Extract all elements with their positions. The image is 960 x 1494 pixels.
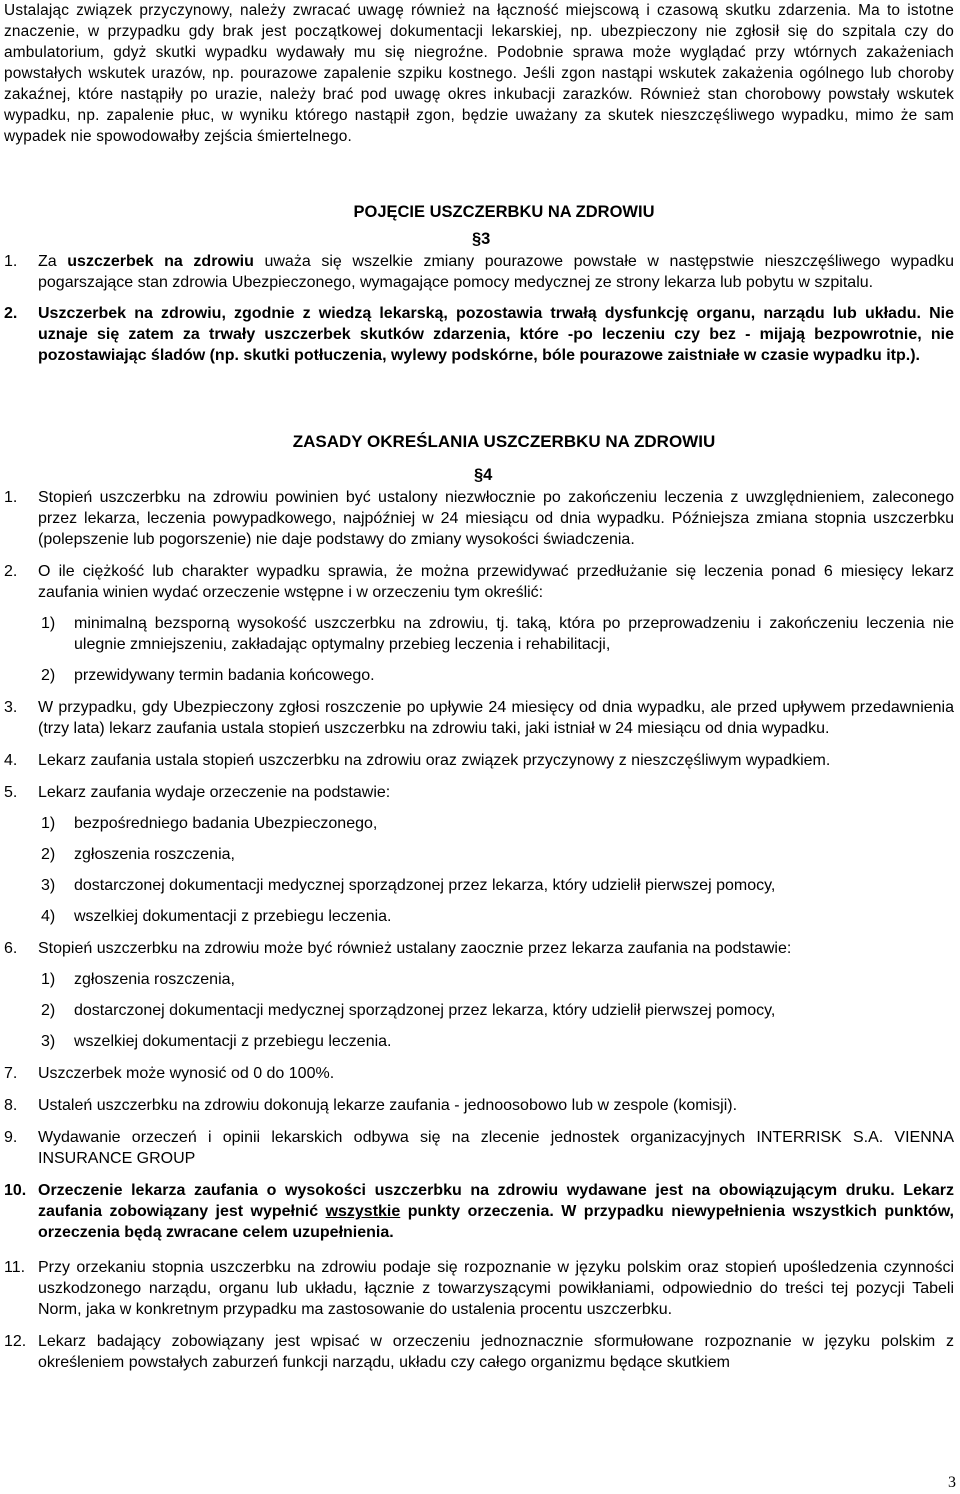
- sub-item-number: 2): [41, 667, 56, 684]
- list-item: [4, 1095, 954, 1116]
- item-text: Stopień uszczerbku na zdrowiu powinien być ustalony niezwłocznie po zakończeniu leczenia z uwzględnieniem, zaleconego przez lekarza, leczenia powypadkowego, najpóźniej w 24 miesiącu od dnia wypadku. Późniejsza zmiana stopnia uszczerbku (polepszenie lub pogorszenie) nie daje podstawy do zmiany wysokości świadczenia.: [38, 489, 954, 548]
- sub-list-item: [4, 844, 954, 865]
- sub-item-text: minimalną bezsporną wysokość uszczerbku na zdrowiu, tj. taką, która po przeprowadzeniu i zakończeniu leczenia nie ulegnie zmniejszeniu, zakładając optymalny przebieg leczenia i rehabilitacji,: [74, 615, 954, 653]
- paragraph-sign-3: §3: [472, 230, 491, 248]
- sub-list-item: [4, 875, 954, 896]
- sub-item-number: 2): [41, 1002, 56, 1019]
- item-number: 12.: [4, 1333, 27, 1350]
- sub-item-number: 1): [41, 815, 56, 832]
- sub-item-text: dostarczonej dokumentacji medycznej sporządzonej przez lekarza, który udzielił pierwszej pomocy,: [74, 1002, 776, 1019]
- item-number: 6.: [4, 940, 18, 957]
- list-item: [4, 1257, 954, 1320]
- sub-list-item: [4, 1031, 954, 1052]
- list-item: [4, 697, 954, 739]
- list-item: [4, 1331, 954, 1373]
- item-number: 9.: [4, 1129, 18, 1146]
- sub-item-text: zgłoszenia roszczenia,: [74, 846, 235, 863]
- item-number: 8.: [4, 1097, 18, 1114]
- item-text: O ile ciężkość lub charakter wypadku sprawia, że można przewidywać przedłużanie się leczenia ponad 6 miesięcy lekarz zaufania winien wydać orzeczenie wstępne i w orzeczeniu tym określić:: [38, 563, 954, 601]
- item-text: Lekarz zaufania ustala stopień uszczerbku na zdrowiu oraz związek przyczynowy z nieszczęśliwym wypadkiem.: [38, 752, 831, 769]
- list-item: [4, 938, 954, 959]
- item-text-part1: Orzeczenie lekarza zaufania o wysokości uszczerbku na zdrowiu wydawane jest na obowiązującym druku. Lekarz zaufania zobowiązany jest wypełnić: [38, 1182, 954, 1220]
- intro-paragraph: Ustalając związek przyczynowy, należy zwracać uwagę również na łączność miejscową i czasową skutku zdarzenia. Ma to istotne znaczenie, w przypadku gdy brak jest początkowej dokumentacji lekarskiej, np. ubezpieczony nie zgłosił się do szpitala czy do ambulatorium, gdyż skutki wypadku wydawały mu się niegroźne. Podobnie sprawa może wyglądać przy wtórnych zakażeniach powstałych wskutek urazów, np. pourazowe zapalenie szpiku kostnego. Jeśli zgon nastąpi wskutek zakażenia ogólnego lub choroby zakaźnej, które nastąpiły po urazie, należy brać pod uwagę okres inkubacji zarazków. Również stan chorobowy powstały wskutek wypadku, np. zapalenie płuc, w wyniku którego nastąpił zgon, będzie uważany za skutek nieszczęśliwego wypadku, mimo że sam wypadek nie spowodowałby zejścia śmiertelnego.: [4, 2, 954, 145]
- item-number: 1.: [4, 253, 18, 270]
- item-text: Stopień uszczerbku na zdrowiu może być również ustalany zaocznie przez lekarza zaufania na podstawie:: [38, 940, 792, 957]
- list-item: [4, 251, 954, 293]
- item-text: Wydawanie orzeczeń i opinii lekarskich odbywa się na zlecenie jednostek organizacyjnych INTERRISK S.A. VIENNA INSURANCE GROUP: [38, 1129, 954, 1167]
- sub-list-item: [4, 969, 954, 990]
- sub-list-item: [4, 813, 954, 834]
- sub-item-text: bezpośredniego badania Ubezpieczonego,: [74, 815, 378, 832]
- sub-list-item: [4, 665, 954, 686]
- section-title-rules: ZASADY OKREŚLANIA USZCZERBKU NA ZDROWIU: [292, 432, 716, 451]
- item-text-bold: uszczerbek na zdrowiu: [67, 253, 254, 270]
- sub-item-number: 4): [41, 908, 56, 925]
- section-title-concept: POJĘCIE USZCZERBKU NA ZDROWIU: [353, 203, 655, 221]
- item-text: Przy orzekaniu stopnia uszczerbku na zdrowiu podaje się rozpoznanie w języku polskim oraz stopień upośledzenia czynności uszkodzonego narządu, organu lub układu, łącznie z towarzyszącymi powikłaniami, odpowiednio do treści tej pozycji Tabeli Norm, jaka w konkretnym przypadku ma zastosowanie do ustalenia procentu uszczerbku.: [38, 1259, 954, 1318]
- list-item: [4, 750, 954, 771]
- page-number: 3: [948, 1474, 956, 1491]
- item-text: Uszczerbek na zdrowiu, zgodnie z wiedzą lekarską, pozostawia trwałą dysfunkcję organu, narządu lub układu. Nie uznaje się zatem za trwały uszczerbek skutków zdarzenia, które -po leczeniu czy bez - mijają bezpowrotnie, nie pozostawiając śladów (np. skutki potłuczenia, wylewy podskórne, bóle pourazowe zaistniałe w czasie wypadku itp.).: [38, 305, 954, 364]
- item-text: Lekarz zaufania wydaje orzeczenie na podstawie:: [38, 784, 391, 801]
- item-number: 3.: [4, 699, 18, 716]
- item-number: 2.: [4, 563, 18, 580]
- sub-item-number: 2): [41, 846, 56, 863]
- list-item: [4, 303, 954, 366]
- sub-item-number: 3): [41, 1033, 56, 1050]
- item-number: 2.: [4, 305, 18, 322]
- item-text: Lekarz badający zobowiązany jest wpisać w orzeczeniu jednoznacznie sformułowane rozpoznanie w języku polskim z określeniem powstałych zaburzeń funkcji narządu, układu czy całego organizmu będące skutkiem: [38, 1333, 954, 1371]
- item-text-lead: Za: [38, 253, 68, 270]
- item-text-rest: uważa się wszelkie zmiany pourazowe powstałe w następstwie nieszczęśliwego wypadku pogarszające stan zdrowia Ubezpieczonego, wymagające pomocy medycznej ze strony lekarza lub pobytu w szpitalu.: [38, 253, 954, 291]
- list-item: [4, 1180, 954, 1243]
- sub-item-number: 3): [41, 877, 56, 894]
- sub-list-item: [4, 1000, 954, 1021]
- list-item: [4, 487, 954, 550]
- item-number: 11.: [4, 1259, 26, 1276]
- item-number: 5.: [4, 784, 18, 801]
- sub-item-text: wszelkiej dokumentacji z przebiegu leczenia.: [74, 908, 392, 925]
- sub-list-item: [4, 906, 954, 927]
- list-item: [4, 782, 954, 803]
- document-page: [4, 0, 954, 1373]
- sub-list-item: [4, 613, 954, 655]
- sub-item-text: przewidywany termin badania końcowego.: [74, 667, 375, 684]
- sub-item-text: dostarczonej dokumentacji medycznej sporządzonej przez lekarza, który udzielił pierwszej pomocy,: [74, 877, 776, 894]
- sub-item-number: 1): [41, 615, 56, 632]
- sub-item-number: 1): [41, 971, 56, 988]
- list-item: [4, 1063, 954, 1084]
- item-text: W przypadku, gdy Ubezpieczony zgłosi roszczenie po upływie 24 miesięcy od dnia wypadku, ale przed upływem przedawnienia (trzy lata) lekarz zaufania ustala stopień uszczerbku na zdrowiu taki, jaki istniał w 24 miesiącu od dnia wypadku.: [38, 699, 954, 737]
- item-number: 4.: [4, 752, 18, 769]
- item-text: Ustaleń uszczerbku na zdrowiu dokonują lekarze zaufania - jednoosobowo lub w zespole (komisji).: [38, 1097, 738, 1114]
- item-text-part2: punkty orzeczenia. W przypadku niewypełnienia wszystkich punktów, orzeczenia będą zwracane celem uzupełnienia.: [38, 1203, 955, 1241]
- item-number: 1.: [4, 489, 18, 506]
- item-text: Uszczerbek może wynosić od 0 do 100%.: [38, 1065, 335, 1082]
- list-item: [4, 561, 954, 603]
- sub-item-text: zgłoszenia roszczenia,: [74, 971, 235, 988]
- item-number: 7.: [4, 1065, 18, 1082]
- list-item: [4, 1127, 954, 1169]
- item-text-underlined: wszystkie: [325, 1203, 401, 1220]
- item-number: 10.: [4, 1182, 27, 1199]
- paragraph-sign-4: §4: [474, 466, 493, 484]
- sub-item-text: wszelkiej dokumentacji z przebiegu leczenia.: [74, 1033, 392, 1050]
